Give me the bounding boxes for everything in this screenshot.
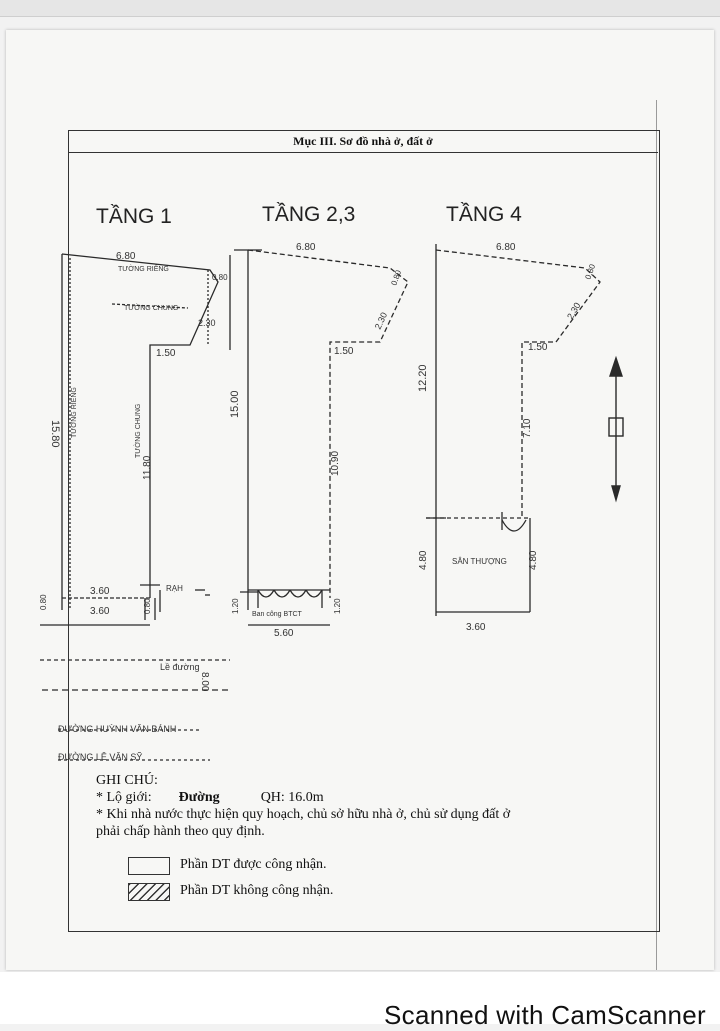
legend-swatch-hatched (128, 883, 170, 901)
rule-line-1: * Khi nhà nước thực hiện quy hoạch, chủ sở hữu nhà ở, chủ sử dụng đất ở (96, 807, 511, 822)
dim-f1-top: 6.80 (116, 251, 136, 262)
rule-line-2: phải chấp hành theo quy định. (96, 824, 265, 839)
label-san-thuong: SÂN THƯỢNG (452, 557, 507, 566)
dim-f23-depth: 15.00 (229, 390, 241, 418)
legend-label: Phần DT được công nhận. (180, 857, 327, 872)
floor-1-label: TẦNG 1 (96, 205, 172, 228)
north-arrow-icon (609, 358, 623, 500)
dim-f4-depth: 12.20 (417, 364, 429, 392)
label-ranh: RẠH (166, 584, 183, 593)
dim-f4-diag-b: 2.30 (565, 300, 583, 321)
camscanner-watermark: Scanned with CamScanner (384, 1000, 706, 1030)
dim-f23-front: 5.60 (274, 628, 294, 639)
label-tuong-rieng-side: TƯỜNG RIÊNG (71, 387, 78, 438)
dim-f1-small-a: 0.80 (39, 594, 48, 610)
dim-f4-front: 3.60 (466, 622, 486, 633)
lo-gioi-label: * Lộ giới: (96, 790, 152, 805)
label-tuong-rieng-top: TƯỜNG RIÊNG (118, 266, 169, 273)
dim-f23-diag-b: 2.30 (372, 310, 390, 331)
dim-f1-front-b: 3.60 (90, 606, 110, 617)
dim-f1-diag-b: 2.30 (198, 318, 216, 328)
dim-f4-step: 1.50 (528, 342, 548, 353)
notes-block (96, 772, 510, 840)
label-tuong-chung-top: TƯỜNG CHUNG (124, 305, 179, 312)
legend-swatch-plain (128, 857, 170, 875)
dim-f4-terrace-b: 4.80 (528, 550, 539, 570)
dim-f23-small-b: 1.20 (333, 598, 342, 614)
dim-f23-small-a: 1.20 (231, 598, 240, 614)
dim-f4-diag-a: 0.80 (583, 262, 598, 281)
floor-2-3-plan (234, 250, 408, 625)
notes-heading: GHI CHÚ: (96, 773, 158, 788)
dim-f1-diag-a: 0.80 (212, 273, 228, 282)
label-street-1: ĐƯỜNG HUỲNH VĂN BÁNH (58, 724, 177, 734)
dim-f23-inner: 10.90 (330, 450, 341, 476)
dim-f4-top: 6.80 (496, 242, 516, 253)
lo-gioi-qh: QH: 16.0m (260, 790, 324, 805)
dim-f4-terrace-a: 4.80 (418, 550, 429, 570)
dim-f1-depth: 15.80 (49, 420, 61, 448)
dim-f1-small-b: 0.80 (143, 598, 152, 614)
label-street-2: ĐƯỜNG LÊ VĂN SỸ (58, 752, 143, 762)
section-title: Mục III. Sơ đồ nhà ở, đất ở (293, 134, 433, 148)
dim-f23-diag-a: 0.80 (389, 268, 404, 287)
lo-gioi-row (96, 789, 510, 806)
dim-road: 8.00 (199, 672, 210, 692)
dim-f23-top: 6.80 (296, 242, 316, 253)
floor-4-label: TẦNG 4 (446, 203, 522, 226)
lo-gioi-road: Đường (178, 790, 220, 805)
label-tuong-chung-side: TƯỜNG CHUNG (135, 403, 142, 458)
dim-f23-step: 1.50 (334, 346, 354, 357)
dim-f1-inner: 11.80 (142, 455, 153, 480)
label-le-duong: Lề đường (160, 662, 200, 672)
dim-f1-step: 1.50 (156, 348, 176, 359)
legend-label: Phần DT không công nhận. (180, 883, 334, 898)
label-ban-cong: Ban công BTCT (252, 611, 302, 618)
dim-f1-front-a: 3.60 (90, 586, 110, 597)
floor-2-3-label: TẦNG 2,3 (262, 203, 356, 226)
dim-f4-inner: 7.10 (522, 418, 533, 438)
